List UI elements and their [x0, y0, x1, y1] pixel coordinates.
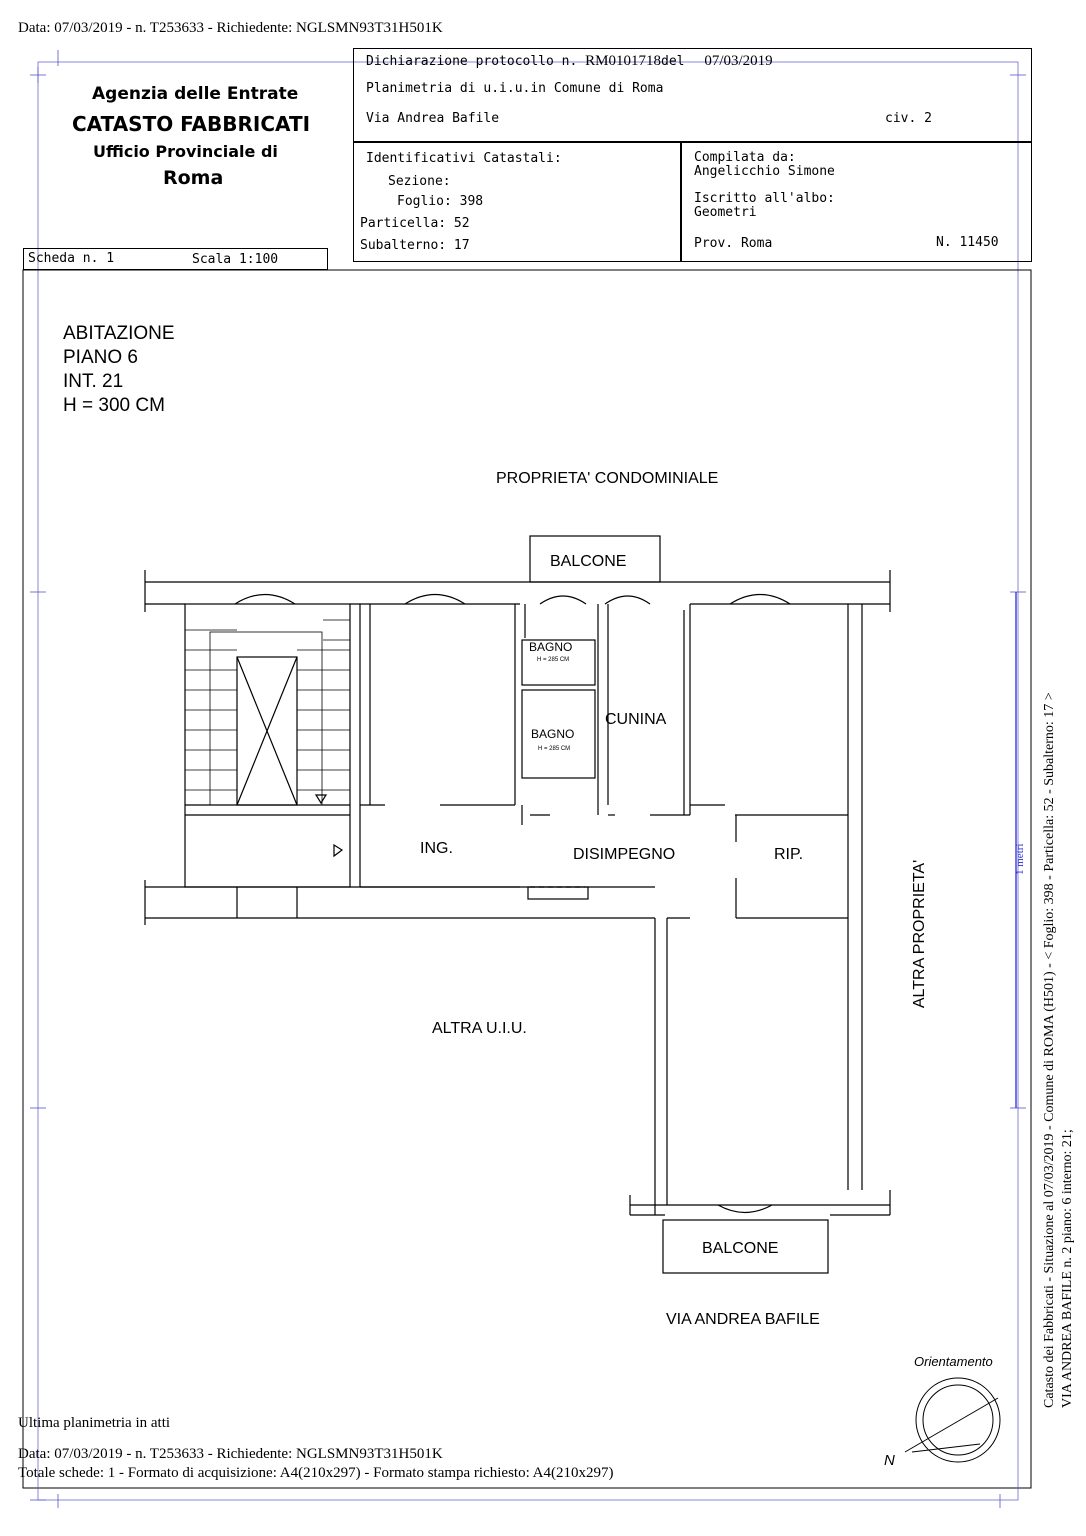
label-altra-uiu: ALTRA U.I.U. — [432, 1020, 527, 1037]
side-cadastral-line: Catasto dei Fabbricati - Situazione al 07/03/2019 - Comune di ROMA (H501) - < Foglio: 398 - Particella: 52 - Subalterno: 17 > — [1042, 692, 1057, 1408]
footer-data: Data: 07/03/2019 - n. T253633 - Richiedente: NGLSMN93T31H501K — [18, 1446, 443, 1462]
ident-sezione: Sezione: — [388, 174, 451, 189]
label-altra-proprieta: ALTRA PROPRIETA' — [911, 859, 929, 1009]
albo-value: Geometri — [694, 205, 757, 220]
ident-particella: Particella: 52 — [360, 216, 470, 231]
street-address: Via Andrea Bafile — [366, 111, 500, 126]
walls — [145, 536, 890, 1273]
unit-type: ABITAZIONE — [63, 323, 175, 344]
agency-ufficio: Ufficio Provinciale di — [93, 142, 278, 161]
label-north: N — [884, 1452, 895, 1469]
planimetria-line: Planimetria di u.i.u.in Comune di Roma — [366, 81, 664, 96]
label-condominiale: PROPRIETA' CONDOMINIALE — [496, 470, 719, 487]
label-bagno-1: BAGNO — [529, 640, 573, 654]
albo-number: N. 11450 — [936, 235, 999, 250]
protocol-number: RM0101718 — [585, 53, 661, 69]
iscritto-label: Iscritto all'albo: — [694, 191, 835, 206]
compilata-name: Angelicchio Simone — [694, 164, 835, 179]
agency-office: CATASTO FABBRICATI — [72, 112, 311, 136]
protocol-line — [366, 53, 773, 70]
label-bagno-2: BAGNO — [531, 727, 575, 741]
scale-mark-label: 1 metri — [1014, 843, 1026, 875]
compilata-title: Compilata da: — [694, 150, 796, 165]
label-bagno-2-height: H = 285 CM — [538, 746, 571, 752]
ident-foglio: Foglio: 398 — [397, 194, 484, 209]
ident-subalterno: Subalterno: 17 — [360, 238, 470, 253]
label-orientamento: Orientamento — [914, 1354, 993, 1369]
label-street: VIA ANDREA BAFILE — [666, 1311, 820, 1328]
unit-height: H = 300 CM — [63, 395, 165, 416]
agency-name: Agenzia delle Entrate — [92, 84, 299, 104]
protocol-date: 07/03/2019 — [704, 53, 773, 69]
top-request-line: Data: 07/03/2019 - n. T253633 - Richiedente: NGLSMN93T31H501K — [18, 20, 443, 36]
plan-frame — [23, 270, 1031, 1488]
label-balcone-bottom: BALCONE — [702, 1240, 779, 1257]
label-cunina: CUNINA — [605, 711, 667, 728]
ident-title: Identificativi Catastali: — [366, 151, 562, 166]
unit-floor: PIANO 6 — [63, 347, 138, 368]
label-ingresso: ING. — [420, 840, 453, 857]
label-bagno-1-height: H = 285 CM — [537, 657, 570, 663]
protocol-prefix: Dichiarazione protocollo n. — [366, 54, 578, 69]
label-ripostiglio: RIP. — [774, 846, 804, 863]
protocol-del: del — [661, 54, 685, 69]
label-balcone-top: BALCONE — [550, 553, 627, 570]
civic-number: civ. 2 — [885, 111, 932, 126]
prov-value: Prov. Roma — [694, 236, 773, 251]
scheda-scale: Scala 1:100 — [192, 252, 279, 267]
unit-info — [63, 322, 175, 418]
footer-ultima: Ultima planimetria in atti — [18, 1415, 171, 1431]
side-address-line: VIA ANDREA BAFILE n. 2 piano: 6 interno: 21; — [1060, 1129, 1075, 1408]
label-disimpegno: DISIMPEGNO — [573, 846, 676, 863]
compass-icon — [905, 1378, 1000, 1462]
agency-city: Roma — [163, 167, 224, 189]
footer-totale: Totale schede: 1 - Formato di acquisizione: A4(210x297) - Formato stampa richiesto: A4(210x297) — [18, 1465, 614, 1481]
unit-interno: INT. 21 — [63, 371, 124, 392]
scheda-number: Scheda n. 1 — [28, 251, 115, 266]
